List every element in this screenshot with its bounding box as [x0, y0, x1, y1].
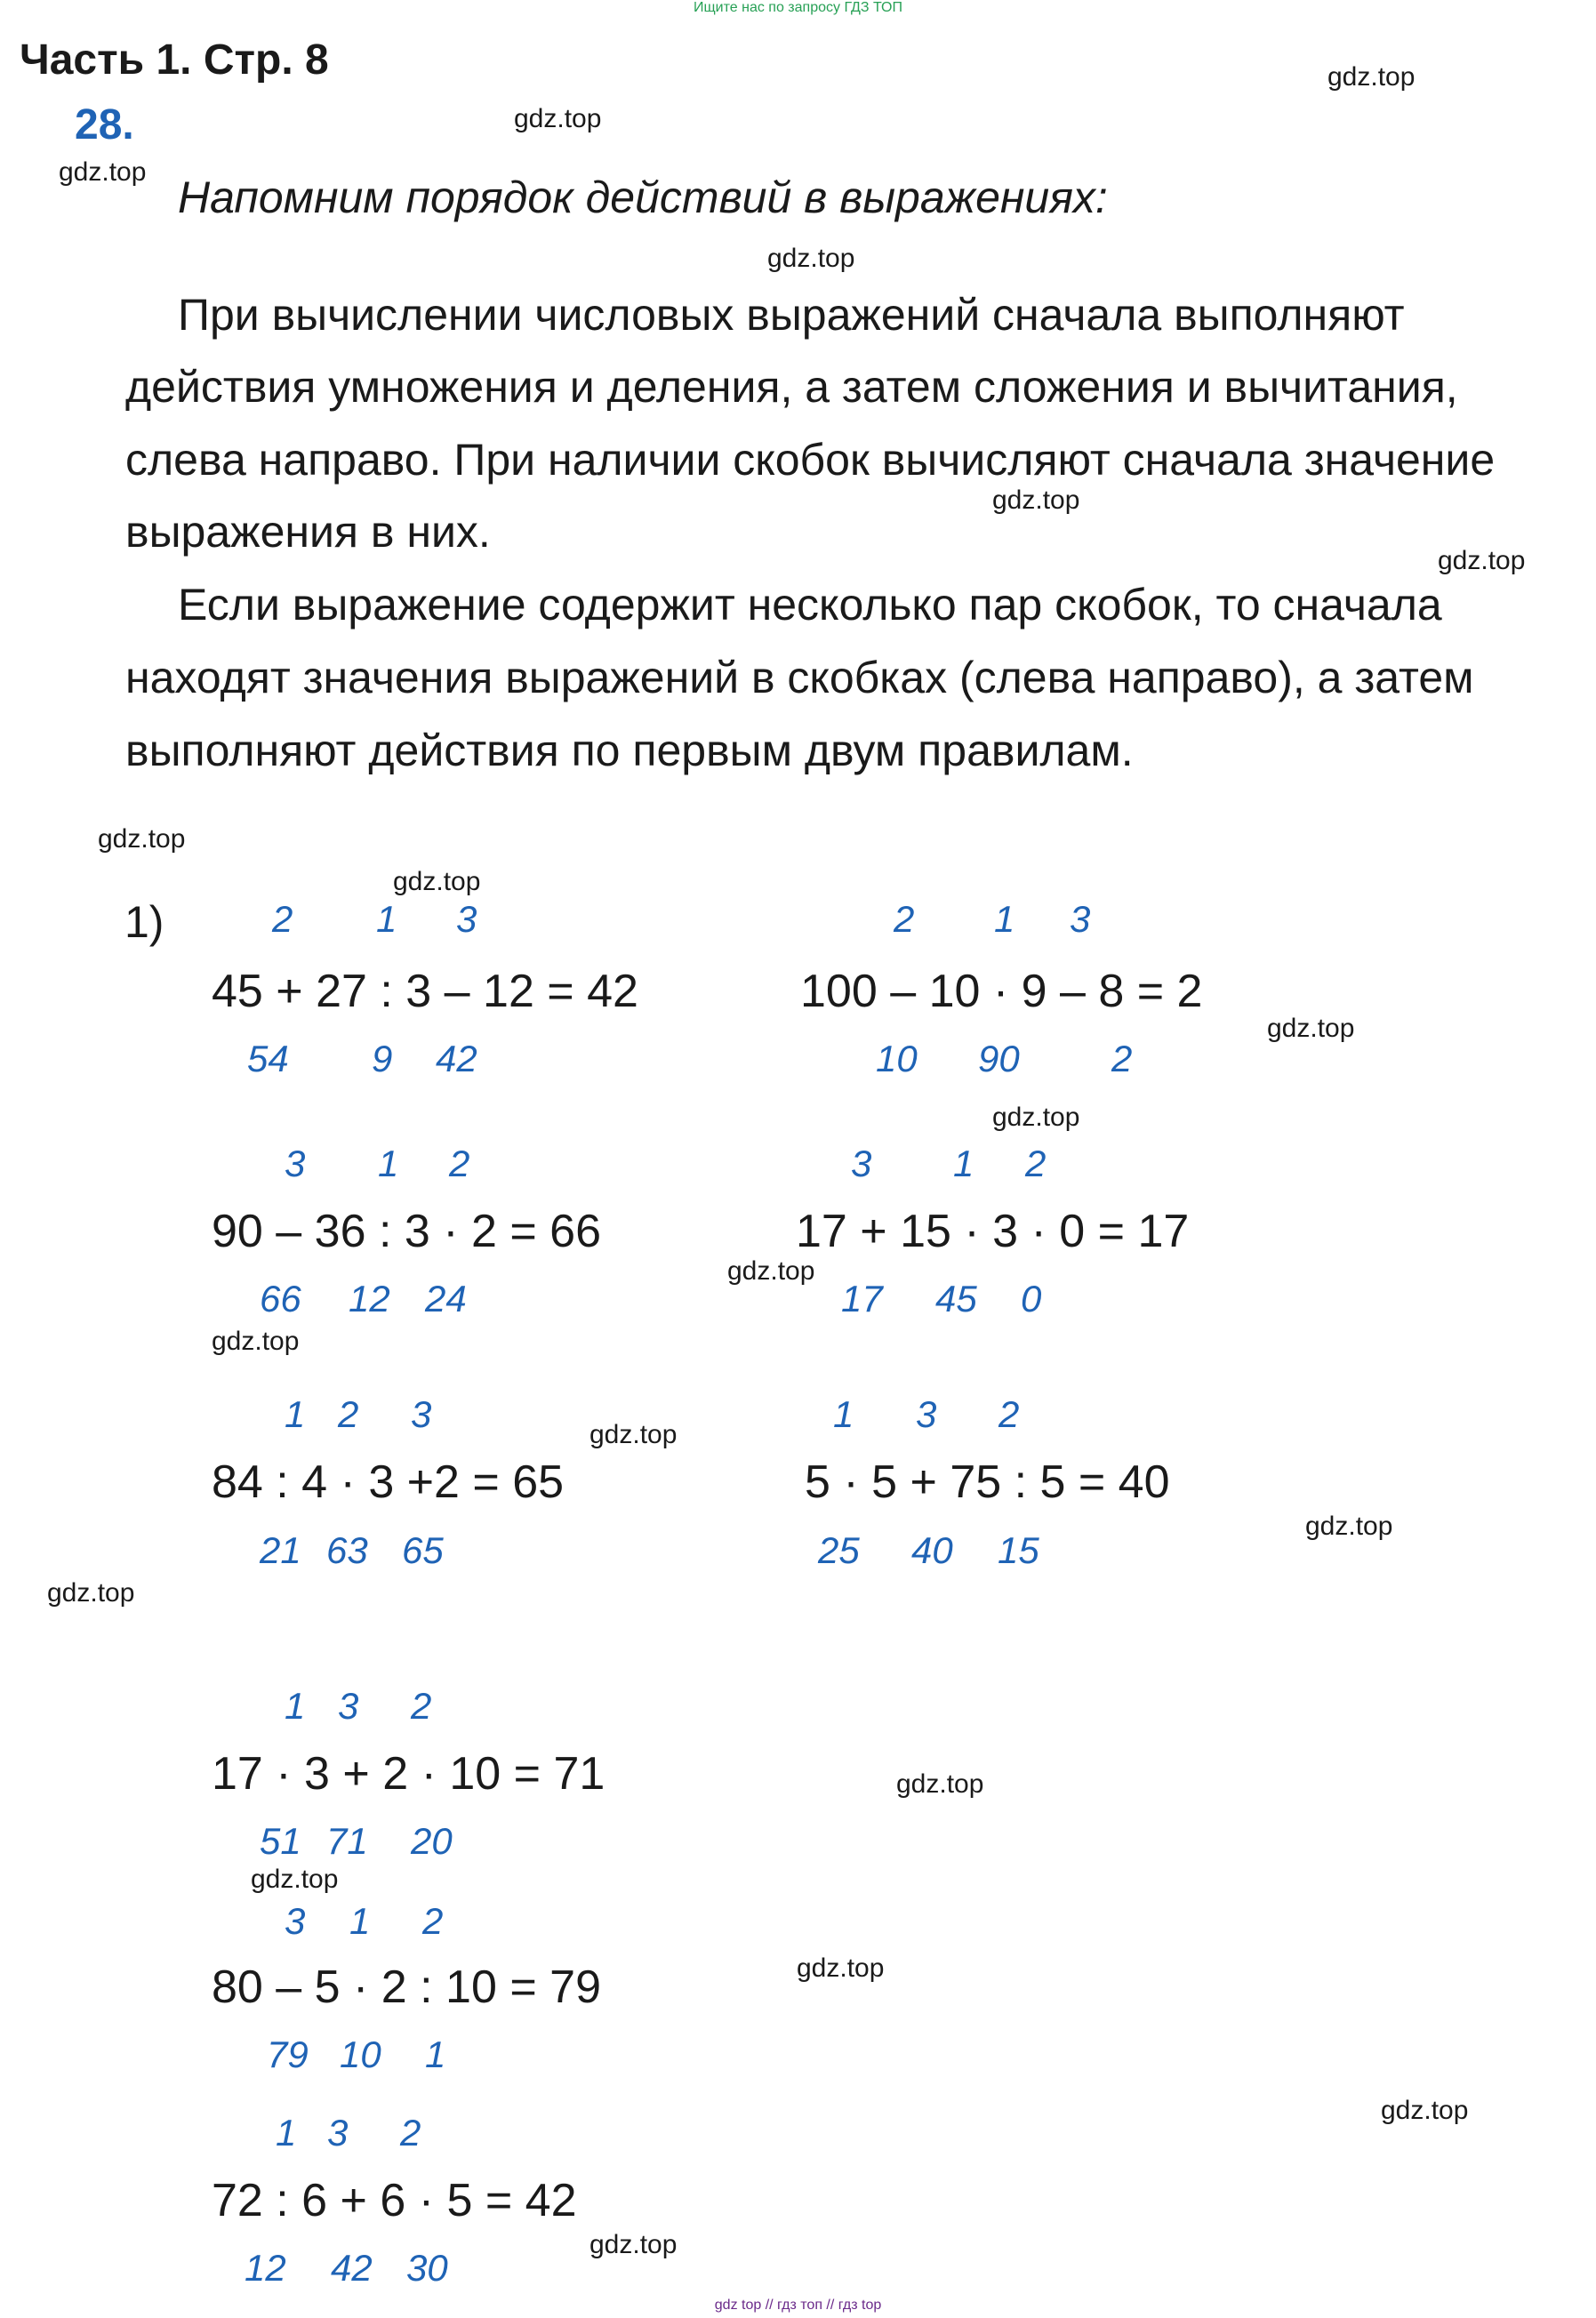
intermediate-result: 15: [998, 1529, 1039, 1571]
watermark: gdz.top: [992, 1103, 1080, 1132]
task-number: 28.: [75, 101, 134, 148]
watermark: gdz.top: [251, 1865, 339, 1894]
watermark: gdz.top: [1305, 1512, 1393, 1541]
intermediate-result: 24: [425, 1278, 467, 1319]
watermark: gdz.top: [212, 1327, 300, 1356]
order-number: 1: [833, 1393, 854, 1435]
order-number: 1: [376, 898, 397, 940]
expression: 17 · 3 + 2 · 10 = 71: [212, 1748, 606, 1800]
intermediate-result: 63: [326, 1529, 368, 1571]
intermediate-result: 12: [245, 2247, 286, 2289]
watermark: gdz.top: [992, 485, 1080, 515]
order-number: 2: [411, 1685, 432, 1727]
footer-links[interactable]: gdz top // гдз топ // гдз top: [714, 2298, 882, 2313]
order-number: 1: [994, 898, 1015, 940]
rule-line: При вычислении числовых выражений сначала выполняют: [178, 290, 1405, 340]
intermediate-result: 90: [978, 1038, 1020, 1079]
intermediate-result: 10: [340, 2033, 381, 2075]
expression: 5 · 5 + 75 : 5 = 40: [805, 1456, 1170, 1508]
order-number: 3: [285, 1900, 306, 1942]
top-banner: Ищите нас по запросу ГДЗ ТОП: [694, 0, 902, 15]
order-number: 1: [953, 1143, 974, 1184]
intermediate-result: 45: [935, 1278, 977, 1319]
order-number: 3: [411, 1393, 432, 1435]
expression: 84 : 4 · 3 +2 = 65: [212, 1456, 565, 1508]
watermark: gdz.top: [47, 1578, 135, 1608]
expression: 90 – 36 : 3 · 2 = 66: [212, 1206, 601, 1257]
intermediate-result: 17: [841, 1278, 883, 1319]
rule-line: выполняют действия по первым двум правилам.: [125, 726, 1134, 775]
rule-line: Если выражение содержит несколько пар скобок, то сначала: [178, 580, 1442, 630]
watermark: gdz.top: [589, 2230, 678, 2259]
intermediate-result: 9: [372, 1038, 393, 1079]
rule-line: слева направо. При наличии скобок вычисляют сначала значение: [125, 435, 1496, 485]
intermediate-result: 51: [260, 1820, 301, 1862]
order-number: 2: [449, 1143, 470, 1184]
intermediate-result: 2: [1111, 1038, 1133, 1079]
watermark: gdz.top: [514, 104, 602, 133]
watermark: gdz.top: [1327, 62, 1416, 92]
intermediate-result: 1: [425, 2033, 446, 2075]
part-label: 1): [124, 897, 164, 947]
order-number: 2: [1025, 1143, 1047, 1184]
intermediate-result: 30: [406, 2247, 448, 2289]
intermediate-result: 25: [818, 1529, 860, 1571]
intermediate-result: 65: [402, 1529, 444, 1571]
watermark: gdz.top: [767, 244, 855, 273]
order-number: 1: [276, 2112, 297, 2154]
watermark: gdz.top: [589, 1420, 678, 1449]
order-number: 2: [999, 1393, 1020, 1435]
watermark: gdz.top: [1438, 546, 1526, 575]
expression: 45 + 27 : 3 – 12 = 42: [212, 966, 638, 1017]
expression: 72 : 6 + 6 · 5 = 42: [212, 2175, 577, 2226]
order-number: 3: [338, 1685, 359, 1727]
watermark: gdz.top: [393, 867, 481, 896]
intermediate-result: 10: [876, 1038, 918, 1079]
order-number: 2: [894, 898, 915, 940]
intermediate-result: 79: [267, 2033, 309, 2075]
intermediate-result: 0: [1021, 1278, 1042, 1319]
order-number: 3: [916, 1393, 937, 1435]
intermediate-result: 42: [436, 1038, 477, 1079]
rule-line: действия умножения и деления, а затем сложения и вычитания,: [125, 362, 1458, 412]
order-number: 2: [272, 898, 293, 940]
rule-line: выражения в них.: [125, 507, 491, 557]
intermediate-result: 12: [349, 1278, 390, 1319]
intro-title: Напомним порядок действий в выражениях:: [178, 172, 1108, 222]
expression: 17 + 15 · 3 · 0 = 17: [796, 1206, 1190, 1257]
order-number: 2: [338, 1393, 359, 1435]
watermark: gdz.top: [1381, 2096, 1469, 2125]
order-number: 1: [378, 1143, 399, 1184]
page-heading: Часть 1. Стр. 8: [20, 36, 329, 84]
rule-line: находят значения выражений в скобках (слева направо), а затем: [125, 653, 1474, 702]
intermediate-result: 20: [411, 1820, 453, 1862]
watermark: gdz.top: [896, 1769, 984, 1799]
intermediate-result: 40: [911, 1529, 953, 1571]
order-number: 1: [285, 1685, 306, 1727]
intermediate-result: 21: [260, 1529, 301, 1571]
intermediate-result: 71: [326, 1820, 368, 1862]
watermark: gdz.top: [1267, 1014, 1355, 1043]
order-number: 3: [1070, 898, 1091, 940]
watermark: gdz.top: [797, 1953, 885, 1983]
order-number: 3: [285, 1143, 306, 1184]
order-number: 3: [456, 898, 477, 940]
watermark: gdz.top: [727, 1256, 815, 1286]
watermark: gdz.top: [98, 824, 186, 854]
watermark: gdz.top: [59, 157, 147, 187]
intermediate-result: 42: [331, 2247, 373, 2289]
order-number: 2: [400, 2112, 421, 2154]
order-number: 3: [327, 2112, 349, 2154]
order-number: 1: [349, 1900, 371, 1942]
order-number: 3: [851, 1143, 872, 1184]
order-number: 1: [285, 1393, 306, 1435]
intermediate-result: 66: [260, 1278, 301, 1319]
expression: 100 – 10 · 9 – 8 = 2: [800, 966, 1203, 1017]
expression: 80 – 5 · 2 : 10 = 79: [212, 1961, 601, 2013]
order-number: 2: [422, 1900, 444, 1942]
intermediate-result: 54: [247, 1038, 289, 1079]
